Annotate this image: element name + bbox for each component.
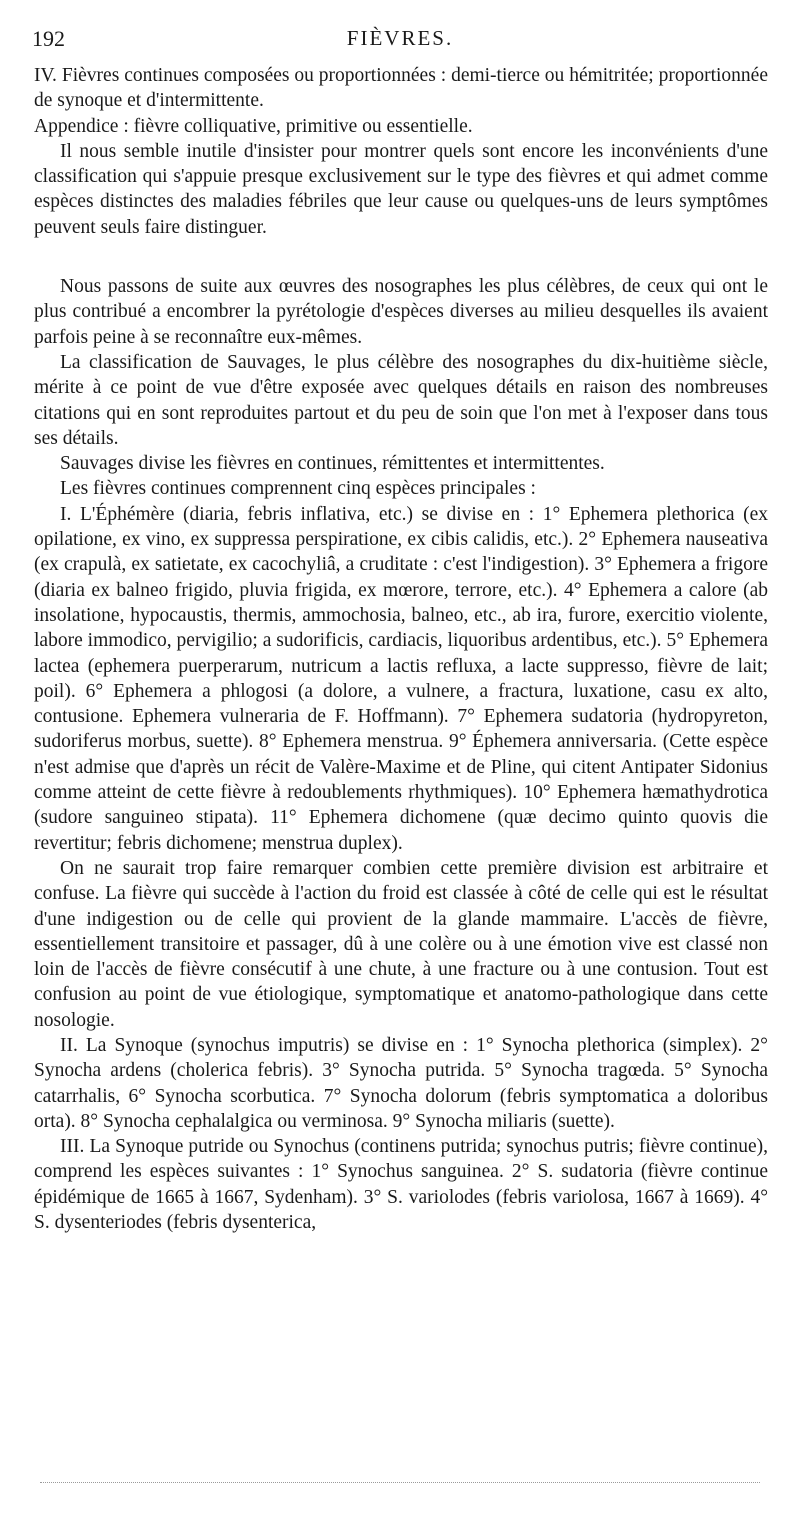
paragraph-cinq-especes: Les fièvres continues comprennent cinq espèces principales : [60, 478, 536, 500]
paragraph-synoque-putride: III. La Synoque putride ou Synochus (continens putrida; synochus putris; fièvre continue), comprend les espèces suivantes : 1° Synochus sanguinea. 2° S. sudatoria (fièvre continue épidémique de 1665 à 1667, Sydenham). 3° S. variolodes (febris variolosa, 1667 à 1669). 4° S. dysenteriodes (febris dysenterica, [34, 1136, 768, 1234]
paragraph-appendice: Appendice : fièvre colliquative, primitive ou essentielle. [34, 115, 473, 137]
bottom-rule [40, 1482, 760, 1483]
paragraph-synoque: II. La Synoque (synochus imputris) se divise en : 1° Synocha plethorica (simplex). 2° Synocha ardens (cholerica febris). 3° Synocha putrida. 5° Synocha tragœda. 5° Synocha catarrhalis, 6° Synocha scorbutica. 7° Synocha dolorum (febris symptomatica a doloribus orta). 8° Synocha cephalalgica ou verminosa. 9° Synocha miliaris (suette). [34, 1034, 768, 1132]
paragraph-sauvages: La classification de Sauvages, le plus célèbre des nosographes du dix-huitième siècle, mérite à ce point de vue d'être exposée avec quelques détails en raison des nombreuses citations qui en sont reproduites partout et du peu de soin que l'on met à l'exposer dans tous ses détails. [34, 351, 768, 449]
running-header [32, 26, 768, 56]
running-title: FIÈVRES. [346, 26, 454, 50]
paragraph-ephemere: I. L'Éphémère (diaria, febris inflativa, etc.) se divise en : 1° Ephemera plethorica (ex opilatione, ex vino, ex suppressa perspiratione, ex cibis calidis, etc.). 2° Ephemera nauseativa (ex crapulà, ex satietate, ex cacochyliâ, a cruditate : c'est l'indigestion). 3° Ephemera a frigore (diaria ex balneo frigido, pluvia frigida, ex mœrore, terrore, etc.). 4° Ephemera a calore (ab insolatione, hypocaustis, thermis, ammochosia, balneo, etc., ab ira, furore, exercitio violente, labore immodico, pervigilio; a sudorificis, cardiacis, liquoribus ardentibus, etc.). 5° Ephemera lactea (ephemera puerperarum, nutricum a lactis refluxa, a lacte suppresso, fièvre de lait; poil). 6° Ephemera a phlogosi (a dolore, a vulnere, a fractura, luxatione, casu ex alto, contusione. Ephemera vulneraria de F. Hoffmann). 7° Ephemera sudatoria (hydropyreton, sudoriferus morbus, suette). 8° Ephemera menstrua. 9° Éphemera anniversaria. (Cette espèce n'est admise que d'après un récit de Valère-Maxime et de Pline, qui citent Antipater Sidonius comme atteint de cette fièvre à redoublements rhythmiques). 10° Ephemera hæmathydrotica (sudore sanguineo stipata). 11° Ephemera dichomene (quæ decimo quinto quovis die revertitur; febris dichomene; menstrua duplex). [34, 503, 768, 854]
paragraph-critique-division: On ne saurait trop faire remarquer combien cette première division est arbitraire et confuse. La fièvre qui succède à l'action du froid est classée à côté de celle qui est le résultat d'une indigestion ou de celle qui provient de la glande mammaire. L'accès de fièvre, essentiellement transitoire et passager, dû à une colère ou à une émotion vive est classé non loin de l'accès de fièvre consécutif à une chute, à une fracture ou à une contusion. Tout est confusion au point de vue étiologique, symptomatique et anatomo-pathologique dans cette nosologie. [34, 857, 768, 1031]
section-gap [34, 240, 768, 274]
paragraph-nosographes: Nous passons de suite aux œuvres des nosographes les plus célèbres, de ceux qui ont le plus contribué a encombrer la pyrétologie d'espèces diverses au milieu desquelles ils avaient parfois peine à se reconnaître eux-mêmes. [34, 276, 768, 348]
page-number: 192 [32, 26, 65, 51]
paragraph-iv: IV. Fièvres continues composées ou proportionnées : demi-tierce ou hémitritée; proportionnée de synoque et d'intermittente. [34, 65, 768, 112]
body-text [34, 63, 768, 1235]
paragraph-divisions: Sauvages divise les fièvres en continues, rémittentes et intermittentes. [60, 453, 605, 475]
paragraph-critique-classification: Il nous semble inutile d'insister pour montrer quels sont encore les inconvénients d'une classification qui s'appuie presque exclusivement sur le type des fièvres et qui admet comme espèces distinctes des maladies fébriles que leur cause ou quelques-uns de leurs symptômes peuvent seuls faire distinguer. [34, 140, 768, 238]
